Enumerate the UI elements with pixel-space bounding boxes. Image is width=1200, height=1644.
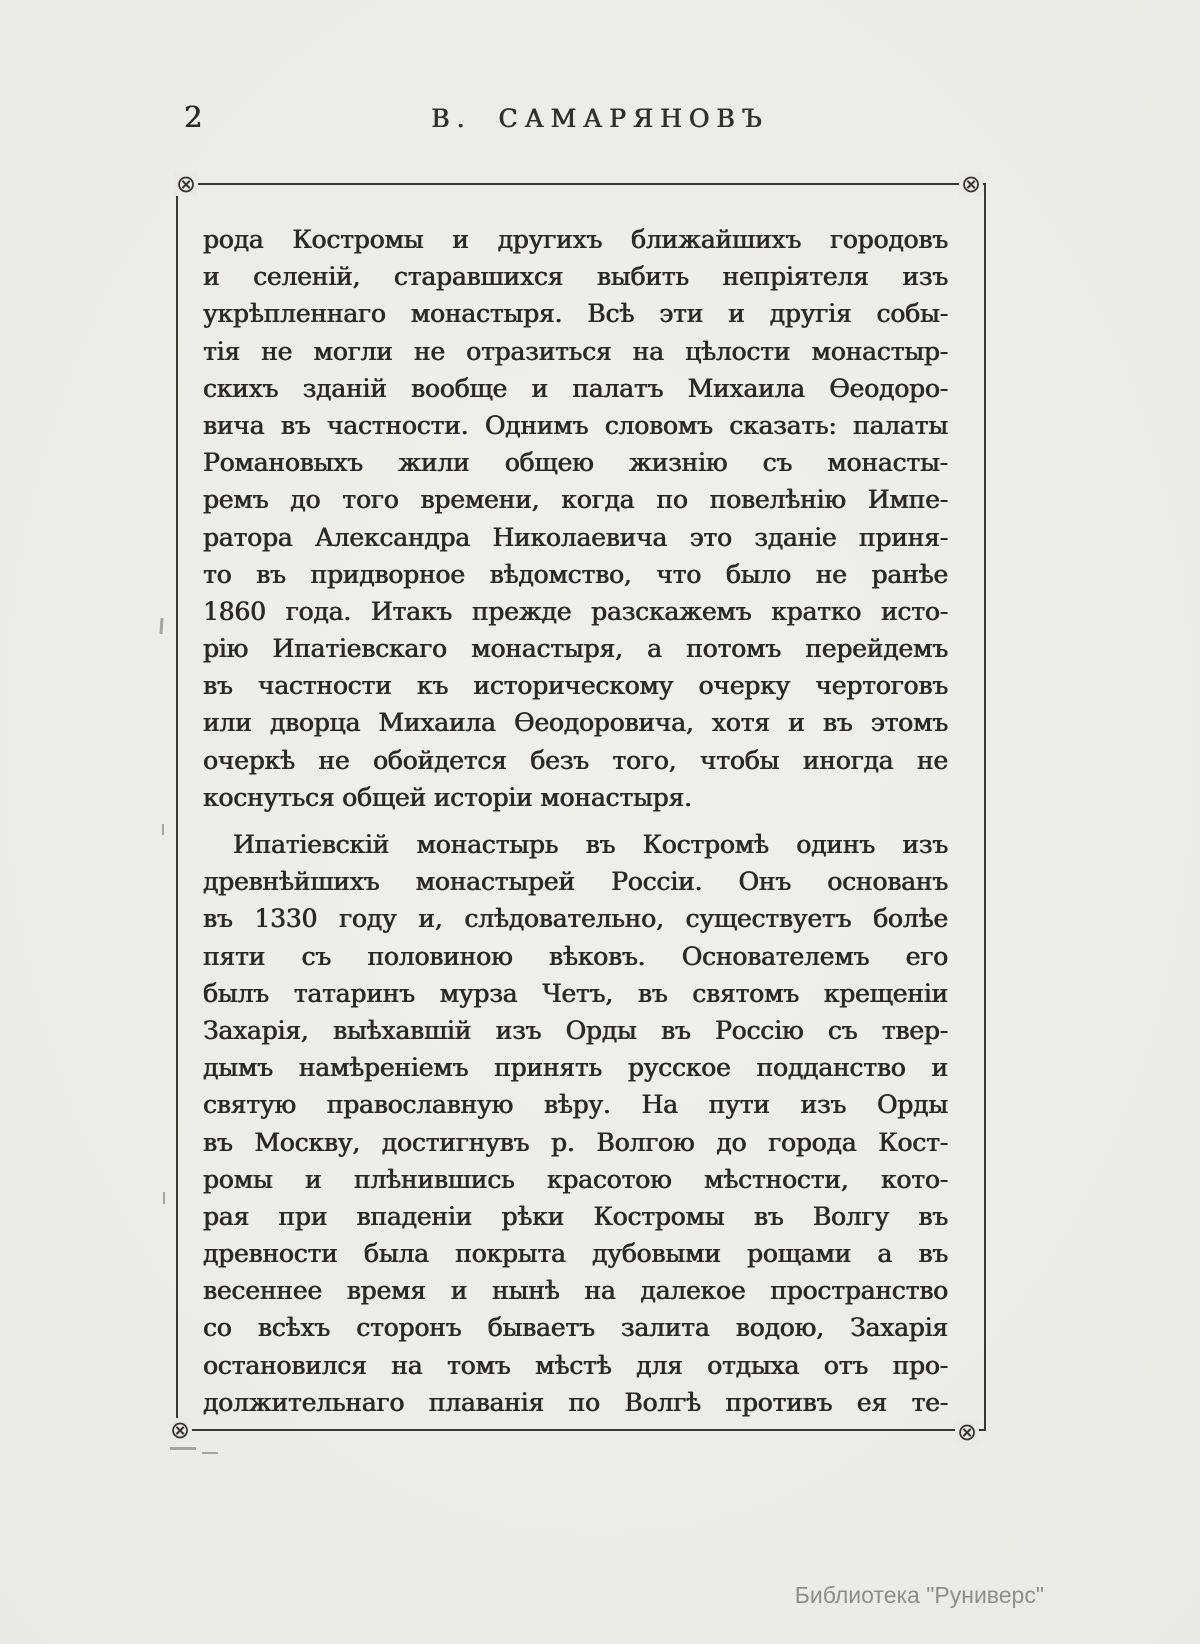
text-line: въ частности къ историческому очерку чертоговъ [203, 671, 948, 701]
page-frame [169, 170, 986, 1446]
text-line: тія не могли не отразиться на цѣлости монастыр- [203, 336, 948, 366]
text-line: пяти съ половиною вѣковъ. Основателемъ его [203, 941, 948, 971]
text-line: коснуться общей исторіи монастыря. [203, 782, 692, 812]
library-watermark: Библиотека "Руниверс" [794, 1582, 1044, 1608]
corner-ornament-icon: ⊗ [169, 1416, 191, 1444]
text-line: былъ татаринъ мурза Четъ, въ святомъ крещеніи [203, 978, 948, 1008]
scan-artifact [170, 1447, 196, 1450]
text-line: въ Москву, достигнувъ р. Волгою до города Кост- [203, 1127, 948, 1157]
scan-artifact [162, 824, 164, 835]
text-line: скихъ зданій вообще и палатъ Михаила Ѳеодоро- [203, 373, 948, 403]
text-line: очеркѣ не обойдется безъ того, чтобы иногда не [203, 745, 948, 775]
running-title: В. САМАРЯНОВЪ [431, 104, 769, 133]
text-line: Романовыхъ жили общею жизнію съ монасты- [203, 448, 948, 478]
text-line: рода Костромы и другихъ ближайшихъ городовъ [203, 225, 948, 254]
corner-ornament-icon: ⊗ [956, 1418, 978, 1446]
text-line: остановился на томъ мѣстѣ для отдыха отъ про- [203, 1350, 948, 1380]
paragraph [203, 221, 948, 816]
text-line: дымъ намѣреніемъ принять русское подданство и [203, 1053, 948, 1083]
text-line: въ 1330 году и, слѣдовательно, существуетъ болѣе [203, 904, 948, 934]
paragraph [203, 826, 948, 1421]
text-line: святую православную вѣру. На пути изъ Орды [203, 1090, 948, 1120]
text-line: ремъ до того времени, когда по повелѣнію Импе- [203, 485, 948, 515]
text-line: или дворца Михаила Ѳеодоровича, хотя и въ этомъ [203, 708, 948, 738]
text-line: должительнаго плаванія по Волгѣ противъ ея те- [203, 1387, 948, 1417]
scan-artifact [159, 618, 163, 634]
text-line: Захарія, выѣхавшій изъ Орды въ Россію съ твер- [203, 1015, 948, 1045]
page-number: 2 [184, 100, 203, 134]
corner-ornament-icon: ⊗ [175, 170, 197, 198]
text-line: весеннее время и нынѣ на далекое пространство [203, 1276, 948, 1306]
text-line: со всѣхъ сторонъ бываетъ залита водою, Захарія [203, 1313, 948, 1343]
text-line: ратора Александра Николаевича это зданіе приня- [203, 522, 948, 552]
text-line: укрѣпленнаго монастыря. Всѣ эти и другія собы- [203, 299, 948, 329]
text-line: и селеній, старавшихся выбить непріятеля изъ [203, 262, 948, 292]
text-line: 1860 года. Итакъ прежде разскажемъ кратко исто- [203, 596, 948, 626]
text-line: древности была покрыта дубовыми рощами а въ [203, 1239, 948, 1269]
text-line: ромы и плѣнившись красотою мѣстности, кото- [203, 1164, 948, 1194]
corner-ornament-icon: ⊗ [960, 170, 982, 198]
text-line: то въ придворное вѣдомство, что было не ранѣе [203, 559, 948, 589]
scan-artifact [163, 1192, 165, 1204]
text-line: древнѣйшихъ монастырей Россіи. Онъ основанъ [203, 867, 948, 897]
text-line: вича въ частности. Однимъ словомъ сказать: палаты [203, 410, 948, 440]
text-line: рію Ипатіевскаго монастыря, а потомъ перейдемъ [203, 634, 948, 664]
text-line: рая при впаденіи рѣки Костромы въ Волгу въ [203, 1201, 948, 1231]
scan-artifact [202, 1452, 218, 1454]
text-line: Ипатіевскій монастырь въ Костромѣ одинъ изъ [233, 830, 948, 859]
text-body [203, 221, 948, 1421]
